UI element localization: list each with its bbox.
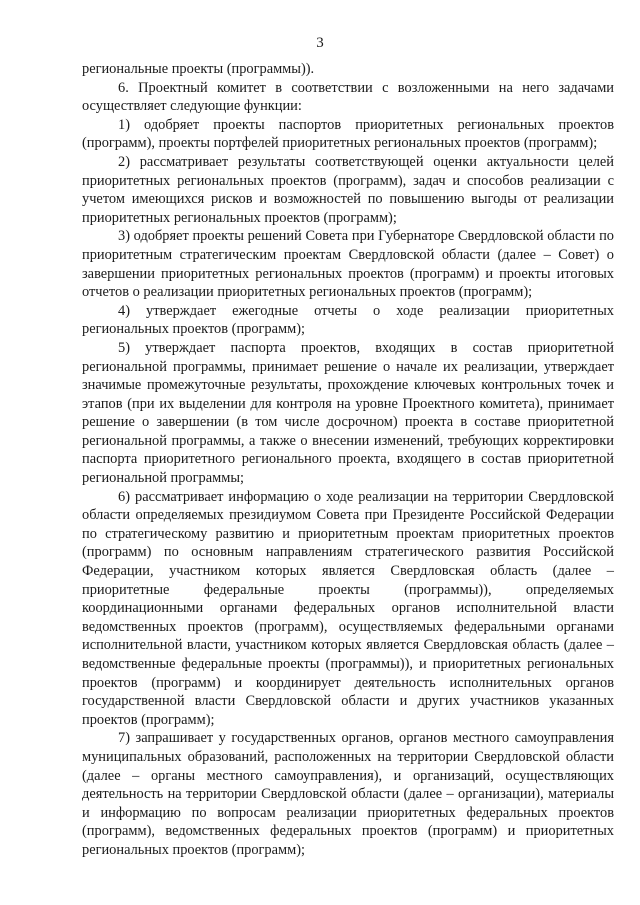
paragraph-function-1: 1) одобряет проекты паспортов приоритетных региональных проектов (программ), проекты портфелей приоритетных региональных проектов (программ);	[82, 116, 614, 152]
paragraph-function-7: 7) запрашивает у государственных органов, органов местного самоуправления муниципальных образований, расположенных на территории Свердловской области (далее – органы местного самоуправления), и организаций, осуществляющих деятельность на территории Свердловской области (далее – организации), материалы и информацию по вопросам реализации приоритетных федеральных проектов (программ), ведомственных федеральных проектов (программ) и приоритетных региональных проектов (программ);	[82, 730, 614, 858]
paragraph-function-6: 6) рассматривает информацию о ходе реализации на территории Свердловской области определяемых президиумом Совета при Президенте Российской Федерации по стратегическому развитию и приоритетным проектам приоритетных проектов (программ) по основным направлениям стратегического развития Российской Федерации, участником которых является Свердловская область (далее – приоритетные федеральные проекты (программы)), определяемых координационными органами федеральных органов исполнительной власти ведомственных проектов (программ), осуществляемых федеральными органами исполнительной власти, участником которых является Свердловская область (далее – ведомственные федеральные проекты (программы)), и приоритетных региональных проектов (программ) и координирует деятельность исполнительных органов государственной власти Свердловской области и других участников указанных проектов (программ);	[82, 488, 614, 728]
paragraph-function-4: 4) утверждает ежегодные отчеты о ходе реализации приоритетных региональных проектов (программ);	[82, 302, 614, 338]
page-number: 3	[316, 35, 324, 51]
paragraph-function-2: 2) рассматривает результаты соответствующей оценки актуальности целей приоритетных региональных проектов (программ), задач и способов реализации с учетом имеющихся рисков и возможностей по повышению выгоды от реализации приоритетных региональных проектов (программ);	[82, 153, 614, 226]
paragraph-function-5: 5) утверждает паспорта проектов, входящих в состав приоритетной региональной программы, принимает решение о начале их реализации, утверждает значимые промежуточные результаты, прохождение ключевых контрольных точек и этапов (при их выделении для контроля на уровне Проектного комитета), принимает решение о завершении (в том числе досрочном) проекта в составе приоритетной региональной программы, а также о внесении изменений, требующих корректировки паспорта приоритетного регионального проекта, входящего в состав приоритетной региональной программы;	[82, 339, 614, 487]
paragraph-function-3: 3) одобряет проекты решений Совета при Губернаторе Свердловской области по приоритетным стратегическим проектам Свердловской области (далее – Совет) о завершении приоритетных региональных проектов (программ) и проекты итоговых отчетов о реализации приоритетных региональных проектов (программ);	[82, 228, 614, 301]
paragraph-continuation: региональные проекты (программы)).	[82, 61, 315, 77]
document-body	[82, 60, 614, 860]
paragraph-item-6: 6. Проектный комитет в соответствии с возложенными на него задачами осуществляет следующие функции:	[82, 79, 614, 115]
